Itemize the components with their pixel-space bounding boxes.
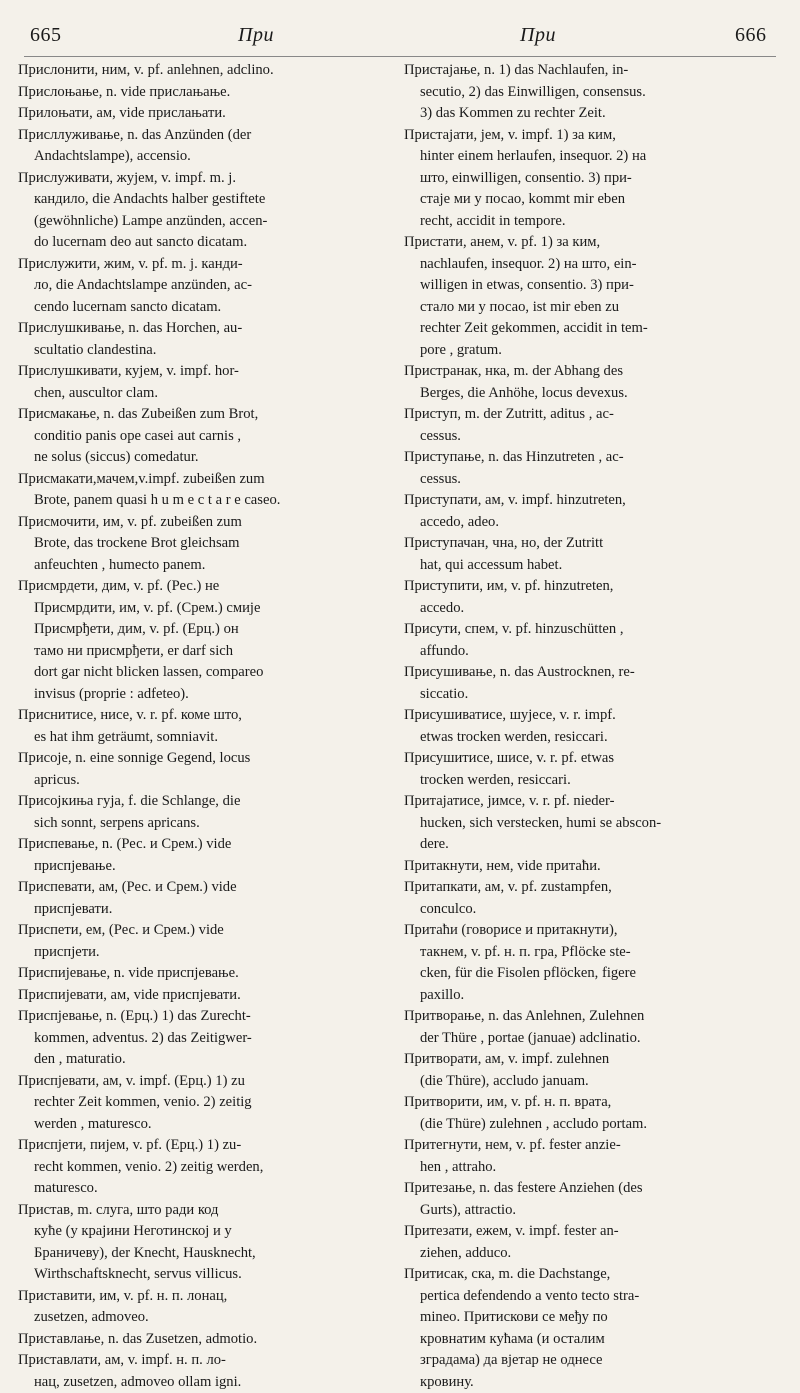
entry-continuation: Gurts), attractio. xyxy=(404,1200,786,1222)
entry-continuation: приспјети. xyxy=(18,942,400,964)
dictionary-entry xyxy=(18,1329,400,1351)
entry-headline: Приснитисе, нисе, v. r. pf. коме што, xyxy=(18,705,400,727)
dictionary-entry xyxy=(404,1264,786,1393)
entry-continuation: (gewöhnliche) Lampe anzünden, accen- xyxy=(18,211,400,233)
dictionary-entry xyxy=(404,920,786,1006)
entry-headline: Присмакање, n. das Zubeißen zum Brot, xyxy=(18,404,400,426)
dictionary-entry xyxy=(404,705,786,748)
entry-continuation: rechter Zeit kommen, venio. 2) zeitig xyxy=(18,1092,400,1114)
entry-headline: Прислуживати, жујем, v. impf. m. j. xyxy=(18,168,400,190)
entry-headline: Приспијевати, ам, vide приспјевати. xyxy=(18,985,400,1007)
entry-continuation: siccatio. xyxy=(404,684,786,706)
dictionary-entry xyxy=(404,1221,786,1264)
dictionary-entry xyxy=(404,877,786,920)
entry-continuation: ло, die Andachtslampe anzünden, ac- xyxy=(18,275,400,297)
entry-continuation: стаје ми у посао, kommt mir eben xyxy=(404,189,786,211)
entry-continuation: кандило, die Andachts halber gestiftete xyxy=(18,189,400,211)
entry-continuation: тамо ни присмрђети, er darf sich xyxy=(18,641,400,663)
entry-continuation: accedo. xyxy=(404,598,786,620)
dictionary-entry xyxy=(18,576,400,705)
left-page-number: 665 xyxy=(30,24,62,47)
dictionary-entry xyxy=(18,1071,400,1136)
entry-headline: Пристав, m. слуга, што ради код xyxy=(18,1200,400,1222)
entry-continuation: Brote, das trockene Brot gleichsam xyxy=(18,533,400,555)
dictionary-entry xyxy=(18,60,400,82)
entry-continuation: Wirthschaftsknecht, servus villicus. xyxy=(18,1264,400,1286)
entry-headline: Приступити, им, v. pf. hinzutreten, xyxy=(404,576,786,598)
entry-headline: Присмрдети, дим, v. pf. (Рес.) не xyxy=(18,576,400,598)
dictionary-entry xyxy=(18,985,400,1007)
dictionary-entry xyxy=(18,318,400,361)
right-page-number: 666 xyxy=(735,24,767,47)
entry-continuation: rechter Zeit gekommen, accidit in tem- xyxy=(404,318,786,340)
dictionary-entry xyxy=(18,791,400,834)
entry-continuation: Присмрдити, им, v. pf. (Срем.) смије xyxy=(18,598,400,620)
entry-headline: Прислужити, жим, v. pf. m. j. канди- xyxy=(18,254,400,276)
entry-continuation: den , maturatio. xyxy=(18,1049,400,1071)
dictionary-entry xyxy=(404,791,786,856)
entry-headline: Приступачан, чна, но, der Zutritt xyxy=(404,533,786,555)
entry-continuation: dere. xyxy=(404,834,786,856)
entry-continuation: Berges, die Anhöhe, locus devexus. xyxy=(404,383,786,405)
dictionary-entry xyxy=(404,1178,786,1221)
entry-headline: Приступање, n. das Hinzutreten , ac- xyxy=(404,447,786,469)
dictionary-entry xyxy=(404,662,786,705)
left-guide-word: При xyxy=(238,24,274,47)
entry-continuation: maturesco. xyxy=(18,1178,400,1200)
dictionary-entry xyxy=(404,576,786,619)
entry-continuation: hinter einem herlaufen, insequor. 2) на xyxy=(404,146,786,168)
entry-continuation: pertica defendendo a vento tecto stra- xyxy=(404,1286,786,1308)
entry-continuation: cken, für die Fisolen pflöcken, figere xyxy=(404,963,786,985)
dictionary-entry xyxy=(404,125,786,233)
dictionary-entry xyxy=(18,1286,400,1329)
entry-continuation: 3) das Kommen zu rechter Zeit. xyxy=(404,103,786,125)
entry-headline: Приставлање, n. das Zusetzen, admotio. xyxy=(18,1329,400,1351)
entry-continuation: стало ми у посао, ist mir eben zu xyxy=(404,297,786,319)
entry-headline: Притворати, ам, v. impf. zulehnen xyxy=(404,1049,786,1071)
entry-continuation: etwas trocken werden, resiccari. xyxy=(404,727,786,749)
entry-headline: Приспијевање, n. vide приспјевање. xyxy=(18,963,400,985)
entry-continuation: affundo. xyxy=(404,641,786,663)
entry-continuation: cendo lucernam sancto dicatam. xyxy=(18,297,400,319)
entry-headline: Присушиватисе, шујесе, v. r. impf. xyxy=(404,705,786,727)
dictionary-entry xyxy=(404,232,786,361)
dictionary-entry xyxy=(404,447,786,490)
entry-headline: Притајатисе, јимсе, v. r. pf. nieder- xyxy=(404,791,786,813)
entry-headline: Приспевати, ам, (Рес. и Срем.) vide xyxy=(18,877,400,899)
entry-continuation: paxillo. xyxy=(404,985,786,1007)
dictionary-entry xyxy=(18,103,400,125)
entry-continuation: anfeuchten , humecto panem. xyxy=(18,555,400,577)
entry-continuation: Brote, panem quasi h u m e c t a r e caseo. xyxy=(18,490,400,512)
entry-headline: Притворити, им, v. pf. н. п. врата, xyxy=(404,1092,786,1114)
entry-headline: Приставити, им, v. pf. н. п. лонац, xyxy=(18,1286,400,1308)
entry-continuation: mineo. Притискови се међу по xyxy=(404,1307,786,1329)
dictionary-entry xyxy=(18,254,400,319)
dictionary-entry xyxy=(404,619,786,662)
entry-headline: Притезати, ежем, v. impf. fester an- xyxy=(404,1221,786,1243)
entry-headline: Присојкиња гуја, f. die Schlange, die xyxy=(18,791,400,813)
entry-headline: Присушитисе, шисе, v. r. pf. etwas xyxy=(404,748,786,770)
dictionary-entry xyxy=(18,920,400,963)
dictionary-entry xyxy=(404,1092,786,1135)
entry-continuation: sich sonnt, serpens apricans. xyxy=(18,813,400,835)
entry-headline: Приспети, ем, (Рес. и Срем.) vide xyxy=(18,920,400,942)
entry-continuation: што, einwilligen, consentio. 3) при- xyxy=(404,168,786,190)
entry-headline: Приспјевање, n. (Ерц.) 1) das Zurecht- xyxy=(18,1006,400,1028)
entry-headline: Притакнути, нем, vide притаћи. xyxy=(404,856,786,878)
dictionary-entry xyxy=(18,877,400,920)
entry-headline: Притегнути, нем, v. pf. fester anzie- xyxy=(404,1135,786,1157)
left-column xyxy=(18,60,400,1393)
entry-continuation: chen, auscultor clam. xyxy=(18,383,400,405)
entry-headline: Пристајање, n. 1) das Nachlaufen, in- xyxy=(404,60,786,82)
entry-headline: Присмакати,мачем,v.impf. zubeißen zum xyxy=(18,469,400,491)
entry-continuation: (die Thüre) zulehnen , accludo portam. xyxy=(404,1114,786,1136)
dictionary-entry xyxy=(18,1350,400,1393)
dictionary-entry xyxy=(18,404,400,469)
dictionary-entry xyxy=(404,1135,786,1178)
entry-continuation: cessus. xyxy=(404,469,786,491)
dictionary-entry xyxy=(18,963,400,985)
dictionary-entry xyxy=(404,856,786,878)
entry-continuation: nachlaufen, insequor. 2) на што, ein- xyxy=(404,254,786,276)
dictionary-entry xyxy=(18,1006,400,1071)
entry-continuation: scultatio clandestina. xyxy=(18,340,400,362)
entry-continuation: зградама) да вјетар не однесе xyxy=(404,1350,786,1372)
entry-continuation: нац, zusetzen, admoveo ollam igni. xyxy=(18,1372,400,1393)
dictionary-entry xyxy=(18,834,400,877)
entry-continuation: ziehen, adduco. xyxy=(404,1243,786,1265)
dictionary-entry xyxy=(404,361,786,404)
entry-continuation: hen , attraho. xyxy=(404,1157,786,1179)
entry-continuation: recht kommen, venio. 2) zeitig werden, xyxy=(18,1157,400,1179)
entry-continuation: Присмрђети, дим, v. pf. (Ерц.) он xyxy=(18,619,400,641)
entry-continuation: trocken werden, resiccari. xyxy=(404,770,786,792)
entry-headline: Прислушкивати, кујем, v. impf. hor- xyxy=(18,361,400,383)
entry-continuation: приспјевати. xyxy=(18,899,400,921)
entry-headline: Приспјевати, ам, v. impf. (Ерц.) 1) zu xyxy=(18,1071,400,1093)
entry-continuation: willigen in etwas, consentio. 3) при- xyxy=(404,275,786,297)
dictionary-entry xyxy=(18,82,400,104)
entry-headline: Приспјети, пијем, v. pf. (Ерц.) 1) zu- xyxy=(18,1135,400,1157)
entry-headline: Притезање, n. das festere Anziehen (des xyxy=(404,1178,786,1200)
dictionary-entry xyxy=(18,469,400,512)
entry-continuation: куће (у крајини Неготинској и у xyxy=(18,1221,400,1243)
dictionary-entry xyxy=(18,168,400,254)
entry-continuation: cessus. xyxy=(404,426,786,448)
entry-headline: Приступ, m. der Zutritt, aditus , ac- xyxy=(404,404,786,426)
right-guide-word: При xyxy=(520,24,556,47)
dictionary-entry xyxy=(404,404,786,447)
header-rule xyxy=(24,56,776,57)
dictionary-entry xyxy=(18,512,400,577)
entry-continuation: invisus (proprie : adfeteo). xyxy=(18,684,400,706)
dictionary-entry xyxy=(18,125,400,168)
entry-headline: Присллуживање, n. das Anzünden (der xyxy=(18,125,400,147)
dictionary-entry xyxy=(404,60,786,125)
entry-continuation: ne solus (siccus) comedatur. xyxy=(18,447,400,469)
entry-headline: Прислоњање, n. vide прислањање. xyxy=(18,82,400,104)
dictionary-entry xyxy=(404,748,786,791)
entry-headline: Пристати, анем, v. pf. 1) за ким, xyxy=(404,232,786,254)
entry-continuation: Andachtslampe), accensio. xyxy=(18,146,400,168)
entry-continuation: do lucernam deo aut sancto dicatam. xyxy=(18,232,400,254)
entry-continuation: pore , gratum. xyxy=(404,340,786,362)
dictionary-entry xyxy=(18,748,400,791)
entry-continuation: такнем, v. pf. н. п. гра, Pflöcke ste- xyxy=(404,942,786,964)
dictionary-entry xyxy=(404,1006,786,1049)
entry-continuation: (die Thüre), accludo januam. xyxy=(404,1071,786,1093)
page-header xyxy=(0,0,800,58)
entry-continuation: кровину. xyxy=(404,1372,786,1393)
entry-headline: Пристајати, јем, v. impf. 1) за ким, xyxy=(404,125,786,147)
dictionary-entry xyxy=(404,533,786,576)
entry-headline: Прислушкивање, n. das Horchen, au- xyxy=(18,318,400,340)
entry-continuation: conditio panis ope casei aut carnis , xyxy=(18,426,400,448)
entry-headline: Присушивање, n. das Austrocknen, re- xyxy=(404,662,786,684)
entry-continuation: es hat ihm geträumt, somniavit. xyxy=(18,727,400,749)
entry-headline: Приспевање, n. (Рес. и Срем.) vide xyxy=(18,834,400,856)
entry-headline: Приступати, ам, v. impf. hinzutreten, xyxy=(404,490,786,512)
entry-continuation: secutio, 2) das Einwilligen, consensus. xyxy=(404,82,786,104)
entry-continuation: der Thüre , portae (januae) adclinatio. xyxy=(404,1028,786,1050)
entry-headline: Притисак, ска, m. die Dachstange, xyxy=(404,1264,786,1286)
dictionary-entry xyxy=(404,1049,786,1092)
entry-headline: Притворање, n. das Anlehnen, Zulehnen xyxy=(404,1006,786,1028)
entry-continuation: приспјевање. xyxy=(18,856,400,878)
entry-headline: Прислонити, ним, v. pf. anlehnen, adclino. xyxy=(18,60,400,82)
entry-continuation: recht, accidit in tempore. xyxy=(404,211,786,233)
dictionary-entry xyxy=(404,490,786,533)
entry-continuation: zusetzen, admoveo. xyxy=(18,1307,400,1329)
right-column xyxy=(404,60,786,1393)
entry-continuation: hat, qui accessum habet. xyxy=(404,555,786,577)
entry-continuation: accedo, adeo. xyxy=(404,512,786,534)
entry-headline: Пристранак, нка, m. der Abhang des xyxy=(404,361,786,383)
entry-headline: Присоје, n. eine sonnige Gegend, locus xyxy=(18,748,400,770)
dictionary-entry xyxy=(18,705,400,748)
entry-headline: Притапкати, ам, v. pf. zustampfen, xyxy=(404,877,786,899)
entry-continuation: Браничеву), der Knecht, Hausknecht, xyxy=(18,1243,400,1265)
entry-headline: Присути, спем, v. pf. hinzuschütten , xyxy=(404,619,786,641)
entry-continuation: conculco. xyxy=(404,899,786,921)
dictionary-entry xyxy=(18,1200,400,1286)
entry-continuation: apricus. xyxy=(18,770,400,792)
entry-continuation: kommen, adventus. 2) das Zeitigwer- xyxy=(18,1028,400,1050)
dictionary-entry xyxy=(18,361,400,404)
entry-continuation: werden , maturesco. xyxy=(18,1114,400,1136)
entry-headline: Прилоњати, ам, vide прислањати. xyxy=(18,103,400,125)
entry-headline: Присмочити, им, v. pf. zubeißen zum xyxy=(18,512,400,534)
entry-continuation: hucken, sich verstecken, humi se abscon- xyxy=(404,813,786,835)
entry-headline: Приставлати, ам, v. impf. н. п. ло- xyxy=(18,1350,400,1372)
entry-headline: Притаћи (говорисе и притакнути), xyxy=(404,920,786,942)
entry-continuation: dort gar nicht blicken lassen, compareo xyxy=(18,662,400,684)
entry-continuation: кровнатим кућама (и осталим xyxy=(404,1329,786,1351)
dictionary-entry xyxy=(18,1135,400,1200)
